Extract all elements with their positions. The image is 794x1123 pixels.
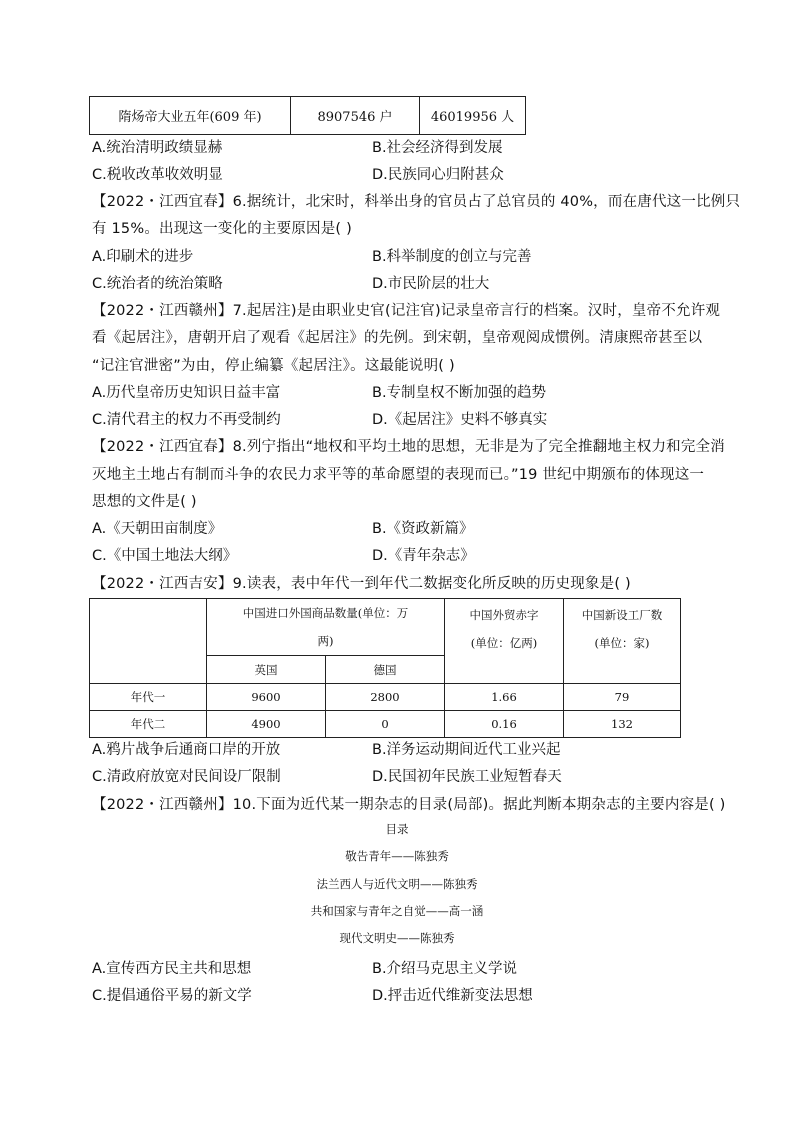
header-de: 德国 xyxy=(326,656,445,684)
q9-option-c: C.清政府放宽对民间设厂限制 xyxy=(92,769,281,785)
cell-factory: 132 xyxy=(564,711,681,738)
q7-option-d: D.《起居注》史料不够真实 xyxy=(372,412,548,428)
q7-stem-line2: 看《起居注》，唐朝开启了观看《起居注》的先例。到宋朝，皇帝观阅成惯例。清康熙帝甚至以 xyxy=(92,330,703,346)
toc-item: 法兰西人与近代文明——陈独秀 xyxy=(316,877,478,891)
q6-stem-line1: 【2022・江西宜春】6.据统计，北宋时，科举出身的官员占了总官员的 40%，而在唐代这一比例只 xyxy=(92,194,741,210)
q8-stem-line1: 【2022・江西宜春】8.列宁指出“地权和平均土地的思想，无非是为了完全推翻地主权力和完全消 xyxy=(92,439,725,455)
q10-option-b: B.介绍马克思主义学说 xyxy=(372,961,518,977)
header-factory-line2: (单位：家) xyxy=(594,636,650,650)
toc-title: 目录 xyxy=(385,822,409,836)
table-cell-period: 隋炀帝大业五年(609 年) xyxy=(90,97,291,135)
q8-option-d: D.《青年杂志》 xyxy=(372,548,475,564)
header-factory-line1: 中国新设工厂数 xyxy=(581,608,663,622)
header-factory xyxy=(564,599,681,684)
row-label: 年代一 xyxy=(90,684,207,711)
table-row xyxy=(90,97,526,135)
header-deficit-line1: 中国外贸赤字 xyxy=(469,608,539,622)
q6-stem-line2: 有 15%。出现这一变化的主要原因是( ) xyxy=(92,221,352,237)
header-uk: 英国 xyxy=(207,656,326,684)
q7-option-b: B.专制皇权不断加强的趋势 xyxy=(372,385,547,401)
q10-option-d: D.抨击近代维新变法思想 xyxy=(372,988,533,1004)
q5-option-b: B.社会经济得到发展 xyxy=(372,140,503,156)
header-import xyxy=(207,599,445,656)
header-import-line1: 中国进口外国商品数量(单位：万 xyxy=(242,606,409,620)
toc-item: 共和国家与青年之自觉——高一涵 xyxy=(310,904,484,918)
q10-option-a: A.宣传西方民主共和思想 xyxy=(92,961,252,977)
population-table xyxy=(89,96,526,135)
q6-option-b: B.科举制度的创立与完善 xyxy=(372,249,532,265)
q9-option-d: D.民国初年民族工业短暂春天 xyxy=(372,769,562,785)
q8-stem-line2: 灭地主土地占有制而斗争的农民力求平等的革命愿望的表现而已。”19 世纪中期颁布的体现这一 xyxy=(92,467,705,483)
q7-stem-line3: “记注官泄密”为由，停止编纂《起居注》。这最能说明( ) xyxy=(92,358,455,374)
table-header-row xyxy=(90,599,681,656)
q10-stem-line1: 【2022・江西赣州】10.下面为近代某一期杂志的目录(局部)。据此判断本期杂志的主要内容是( ) xyxy=(92,797,726,813)
q9-option-b: B.洋务运动期间近代工业兴起 xyxy=(372,742,561,758)
q9-stem-line1: 【2022・江西吉安】9.读表，表中年代一到年代二数据变化所反映的历史现象是( ) xyxy=(92,576,631,592)
q6-option-c: C.统治者的统治策略 xyxy=(92,276,223,292)
header-import-line2: 两) xyxy=(317,634,334,648)
cell-factory: 79 xyxy=(564,684,681,711)
q10-option-c: C.提倡通俗平易的新文学 xyxy=(92,988,252,1004)
q6-option-d: D.市民阶层的壮大 xyxy=(372,276,490,292)
cell-uk: 9600 xyxy=(207,684,326,711)
q8-option-c: C.《中国土地法大纲》 xyxy=(92,548,238,564)
q5-option-a: A.统治清明政绩显赫 xyxy=(92,140,223,156)
cell-de: 2800 xyxy=(326,684,445,711)
q7-stem-line1: 【2022・江西赣州】7.起居注)是由职业史官(记注官)记录皇帝言行的档案。汉时，皇帝不允许观 xyxy=(92,303,721,319)
q7-option-a: A.历代皇帝历史知识日益丰富 xyxy=(92,385,281,401)
q8-stem-line3: 思想的文件是( ) xyxy=(92,494,197,510)
toc-item: 敬告青年——陈独秀 xyxy=(345,849,449,863)
cell-uk: 4900 xyxy=(207,711,326,738)
table-cell-households: 8907546 户 xyxy=(291,97,420,135)
toc-item: 现代文明史——陈独秀 xyxy=(339,931,455,945)
cell-deficit: 0.16 xyxy=(445,711,564,738)
cell-deficit: 1.66 xyxy=(445,684,564,711)
q5-option-d: D.民族同心归附甚众 xyxy=(372,167,504,183)
q8-option-a: A.《天朝田亩制度》 xyxy=(92,521,223,537)
q8-option-b: B.《资政新篇》 xyxy=(372,521,474,537)
q7-option-c: C.清代君主的权力不再受制约 xyxy=(92,412,281,428)
table-cell-population: 46019956 人 xyxy=(420,97,526,135)
table-row xyxy=(90,684,681,711)
row-label: 年代二 xyxy=(90,711,207,738)
q5-option-c: C.税收改革收效明显 xyxy=(92,167,223,183)
cell-de: 0 xyxy=(326,711,445,738)
table-corner-cell xyxy=(90,599,207,684)
header-deficit xyxy=(445,599,564,684)
q9-option-a: A.鸦片战争后通商口岸的开放 xyxy=(92,742,281,758)
table-row xyxy=(90,711,681,738)
trade-table xyxy=(89,598,681,738)
header-deficit-line2: (单位：亿两) xyxy=(470,636,538,650)
q6-option-a: A.印刷术的进步 xyxy=(92,249,194,265)
